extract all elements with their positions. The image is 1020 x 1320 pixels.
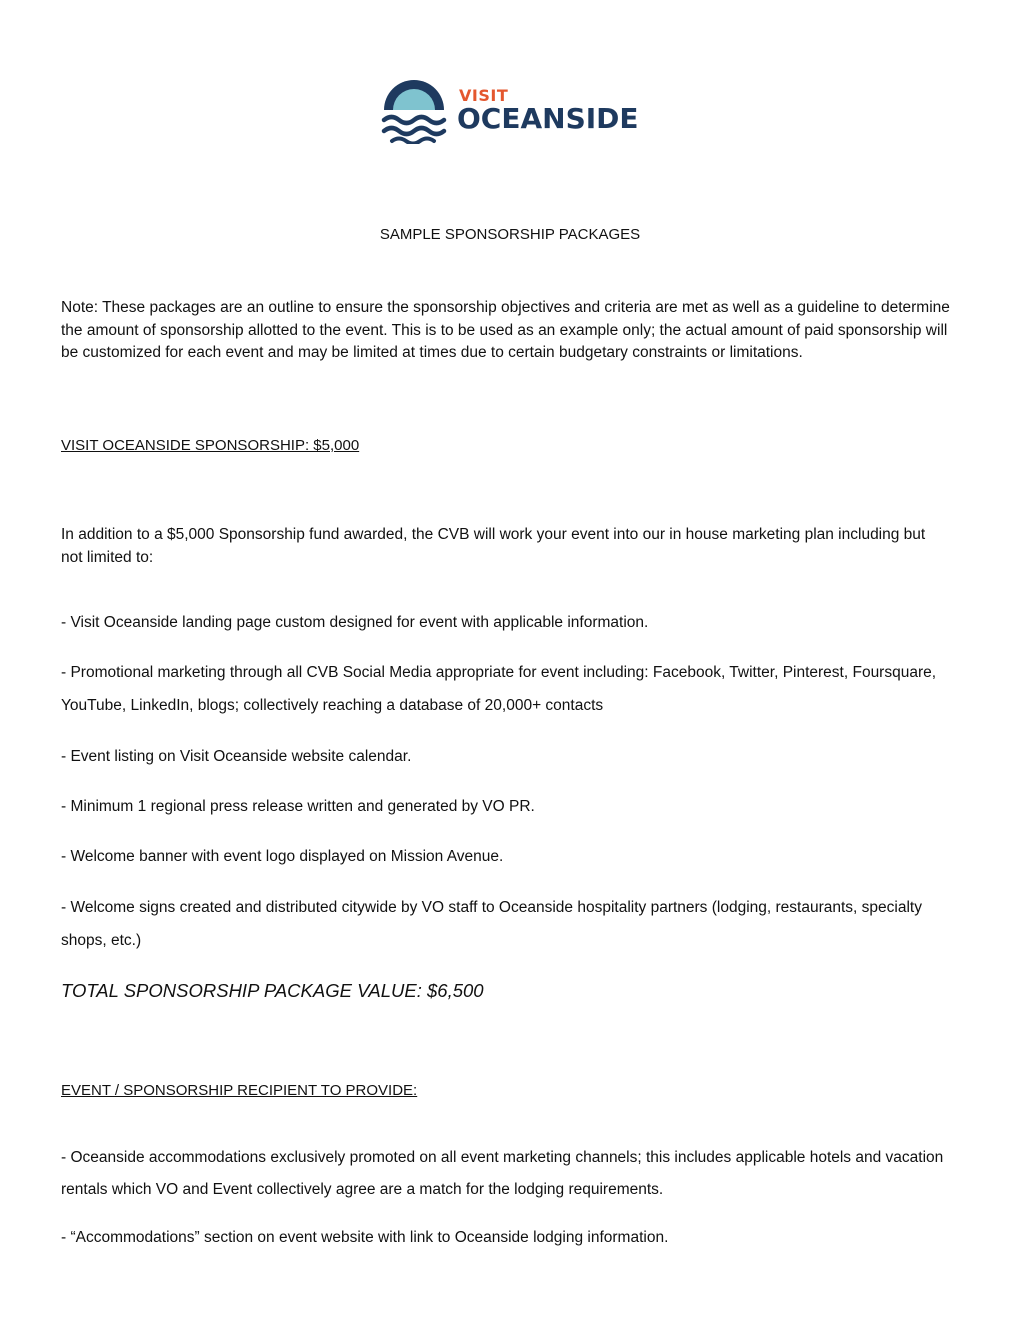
section1-item: - Welcome banner with event logo displayed on Mission Avenue.	[61, 848, 504, 865]
sun-waves-icon	[380, 76, 448, 144]
section1-heading: VISIT OCEANSIDE SPONSORSHIP: $5,000	[61, 437, 360, 454]
page-title: SAMPLE SPONSORSHIP PACKAGES	[379, 226, 641, 243]
visit-oceanside-logo	[380, 76, 642, 144]
logo-visit-text: VISIT	[459, 86, 509, 105]
section1-item: - Visit Oceanside landing page custom designed for event with applicable information.	[61, 614, 649, 631]
total-package-value: TOTAL SPONSORSHIP PACKAGE VALUE: $6,500	[61, 980, 484, 1001]
section1-item: - Minimum 1 regional press release written and generated by VO PR.	[61, 798, 535, 815]
section1-item: - Promotional marketing through all CVB Social Media appropriate for event including: Facebook, Twitter, Pinterest, Foursquare, YouTube, LinkedIn, blogs; collectively reaching a database of 20,000+ contacts	[61, 664, 937, 714]
section1-intro: In addition to a $5,000 Sponsorship fund awarded, the CVB will work your event into our in house marketing plan including but not limited to:	[61, 526, 926, 566]
logo-oceanside-text: OCEANSIDE	[457, 102, 639, 135]
section1-item: - Event listing on Visit Oceanside website calendar.	[61, 748, 412, 765]
section2-item: - Oceanside accommodations exclusively promoted on all event marketing channels; this includes applicable hotels and vacation rentals which VO and Event collectively agree are a match for the lodging requirements.	[61, 1149, 944, 1198]
note-paragraph: Note: These packages are an outline to ensure the sponsorship objectives and criteria are met as well as a guideline to determine the amount of sponsorship allotted to the event. This is to be used as an example only; the actual amount of paid sponsorship will be customized for each event and may be limited at times due to certain budgetary constraints or limitations.	[61, 299, 950, 361]
section2-heading: EVENT / SPONSORSHIP RECIPIENT TO PROVIDE:	[61, 1082, 418, 1099]
section1-item: - Welcome signs created and distributed citywide by VO staff to Oceanside hospitality partners (lodging, restaurants, specialty shops, etc.)	[61, 899, 922, 949]
section2-item: - “Accommodations” section on event website with link to Oceanside lodging information.	[61, 1229, 669, 1246]
